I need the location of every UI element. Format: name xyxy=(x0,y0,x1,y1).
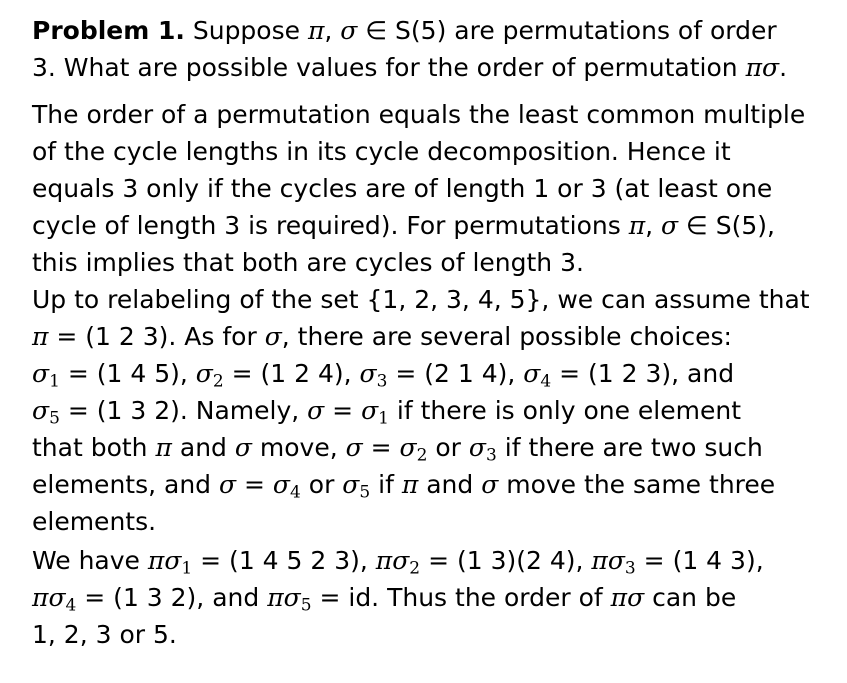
text-line: elements. xyxy=(32,507,157,536)
problem-text-1: Suppose π, σ ∈ S(5) are permutations of order xyxy=(184,16,777,45)
problem-statement xyxy=(32,12,831,86)
text-line: The order of a permutation equals the least common multiple xyxy=(32,100,806,129)
text-line: Up to relabeling of the set {1, 2, 3, 4, 5}, we can assume that xyxy=(32,285,810,314)
solution-paragraph-1 xyxy=(32,96,831,281)
text-line: this implies that both are cycles of length 3. xyxy=(32,248,584,277)
problem-line-2: 3. What are possible values for the order of permutation πσ. xyxy=(32,53,788,82)
text-line: 1, 2, 3 or 5. xyxy=(32,620,177,649)
text-line: elements, and $\sigma = \sigma_4$ or $\sigma_5$ if π and σ move the same three xyxy=(32,470,776,503)
text-line: $\pi\sigma_4 = (1$ 3 2), and $\pi\sigma_5$ = id. Thus the order of πσ can be xyxy=(32,583,737,616)
problem-label: Problem 1. xyxy=(32,16,185,45)
text-line: $\sigma_5 = (1$ 3 2). Namely, $\sigma = \sigma_1$ if there is only one element xyxy=(32,396,742,429)
text-line: equals 3 only if the cycles are of length 1 or 3 (at least one xyxy=(32,174,773,203)
solution-paragraph-3 xyxy=(32,542,831,653)
text-line: cycle of length 3 is required). For permutations π, σ ∈ S(5), xyxy=(32,211,776,240)
text-line: $\sigma_1 = (1$ 4 5), $\sigma_2 = (1$ 2 4), $\sigma_3 = (2$ 1 4), $\sigma_4 = (1$ 2 3), and xyxy=(32,359,735,392)
solution-paragraph-2 xyxy=(32,281,831,540)
text-line: of the cycle lengths in its cycle decomposition. Hence it xyxy=(32,137,731,166)
text-line: π = (1 2 3). As for σ, there are several possible choices: xyxy=(32,322,732,351)
text-line: We have $\pi\sigma_1 = (1$ 4 5 2 3), $\pi\sigma_2 = (1$ 3)(2 4), $\pi\sigma_3 = (1$ 4 3), xyxy=(32,546,764,579)
problem-line-1 xyxy=(32,12,831,49)
text-line: that both π and σ move, $\sigma = \sigma_2$ or $\sigma_3$ if there are two such xyxy=(32,433,763,466)
